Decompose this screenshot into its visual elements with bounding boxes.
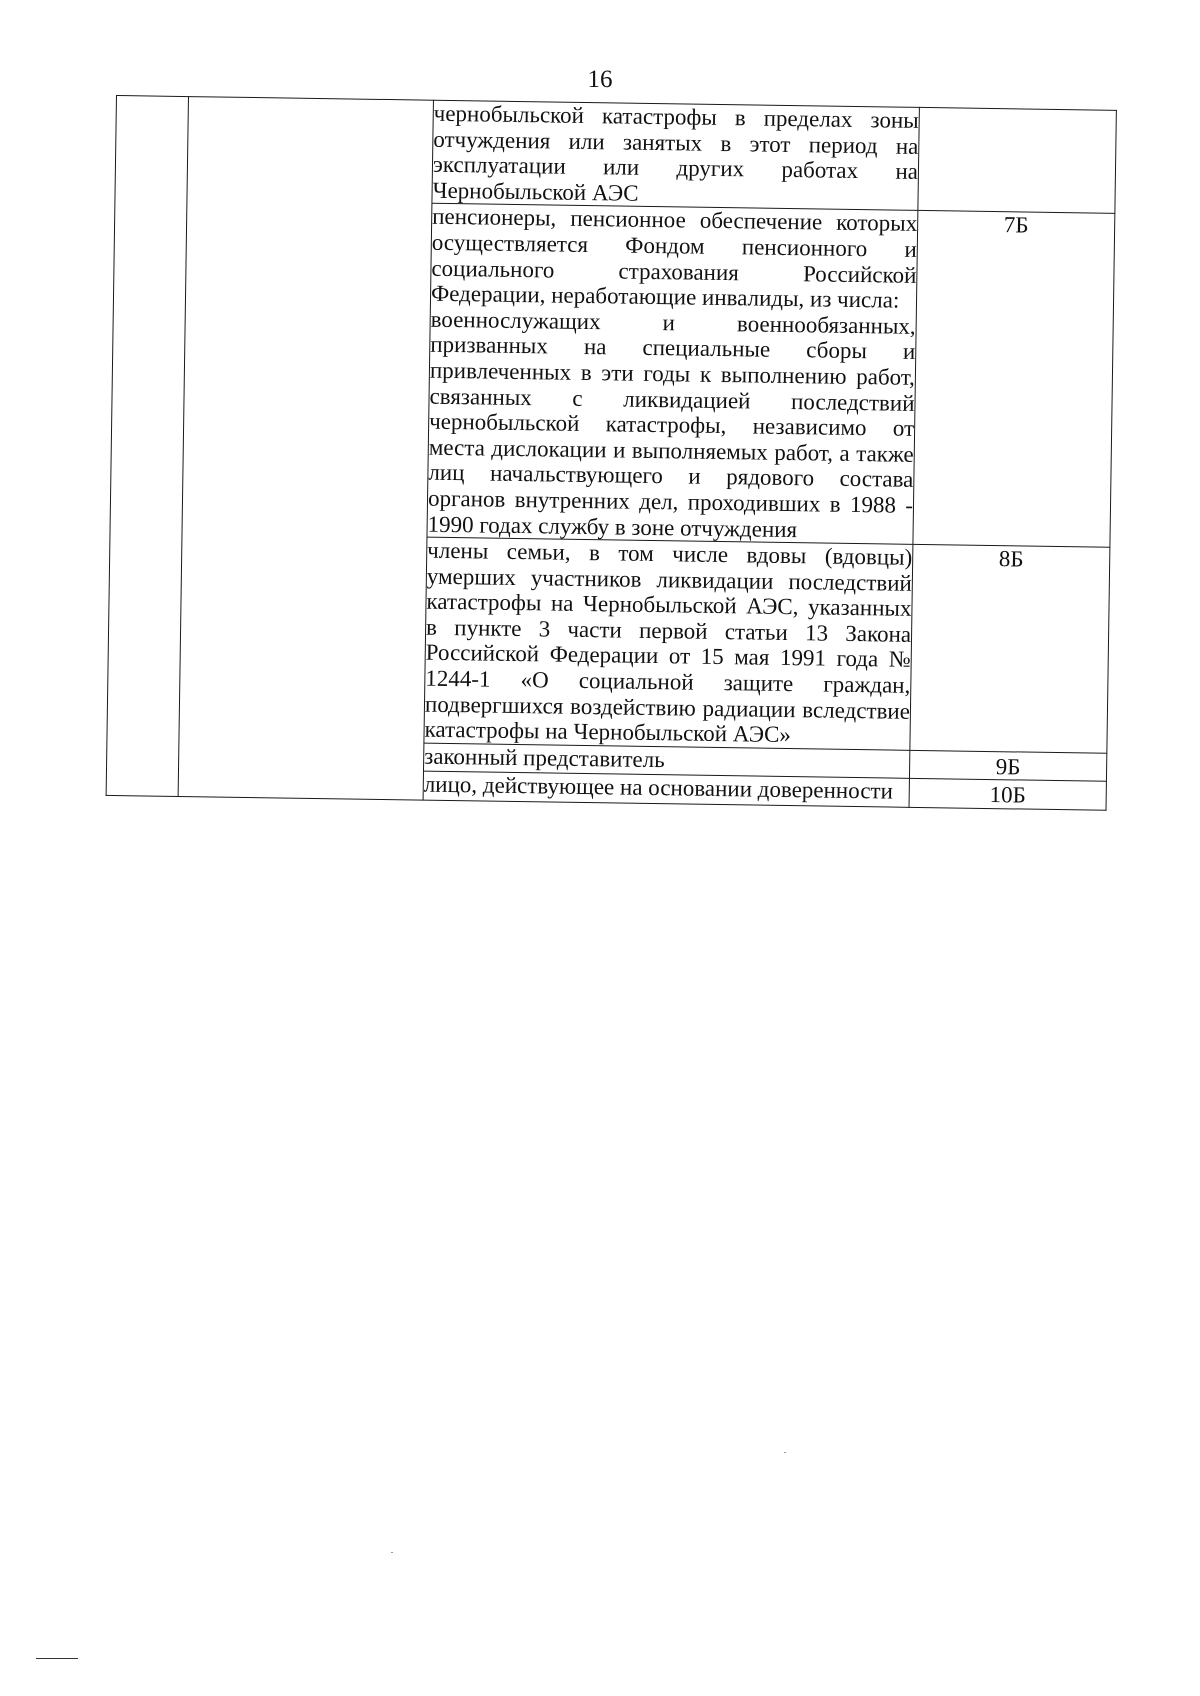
description-paragraph: члены семьи, в том числе вдовы (вдовцы) умерших участников ликвидации последствий катастрофы на Чернобыльской АЭС, указанных в пункте 3 части первой статьи 13 Закона Российской Федерации от 15 мая 1991 года № 1244-1 «О социальной защите граждан, подвергшихся воздействию радиации вследствие катастрофы на Чернобыльской АЭС»: [424, 537, 913, 748]
description-paragraph: законный представитель: [424, 743, 665, 773]
table-row: [115, 96, 1116, 214]
scan-speck: [784, 1452, 786, 1453]
benefits-table: [106, 95, 1117, 811]
table-cell-number-column: [106, 96, 188, 797]
table-cell-category-column: [178, 97, 433, 801]
table-cell-description: [424, 537, 913, 750]
footer-rule: [36, 1658, 78, 1659]
table-cell-code: [918, 107, 1117, 213]
scan-speck: [391, 1552, 393, 1553]
description-paragraph: лицо, действующее на основании доверенности: [423, 772, 894, 805]
description-paragraph: военнослужащих и военнообязанных, призванных на специальные сборы и привлеченных в эти годы к выполнению работ, связанных с ликвидацией последствий чернобыльской катастрофы, независимо от места дислокации и выполняемых работ, а также лиц начальствующего и рядового состава органов внутренних дел, проходивших в 1988 - 1990 годах службу в зоне отчуждения: [427, 306, 916, 542]
table-cell-description: [423, 772, 909, 808]
table-cell-code: 8Б: [910, 544, 1110, 753]
table-cell-description: [427, 204, 918, 545]
table-cell-code: 10Б: [909, 779, 1106, 811]
table-cell-code: 9Б: [909, 750, 1106, 782]
description-paragraph: чернобыльской катастрофы в пределах зоны отчуждения или занятых в этот период на эксплуатации или других работах на Чернобыльской АЭС: [432, 100, 919, 206]
description-paragraph: пенсионеры, пенсионное обеспечение которых осуществляется Фондом пенсионного и социального страхования Российской Федерации, неработающие инвалиды, из числа:: [430, 204, 918, 313]
table-cell-description: [432, 100, 919, 211]
page-number: 16: [587, 66, 613, 93]
table-cell-code: 7Б: [913, 211, 1115, 548]
